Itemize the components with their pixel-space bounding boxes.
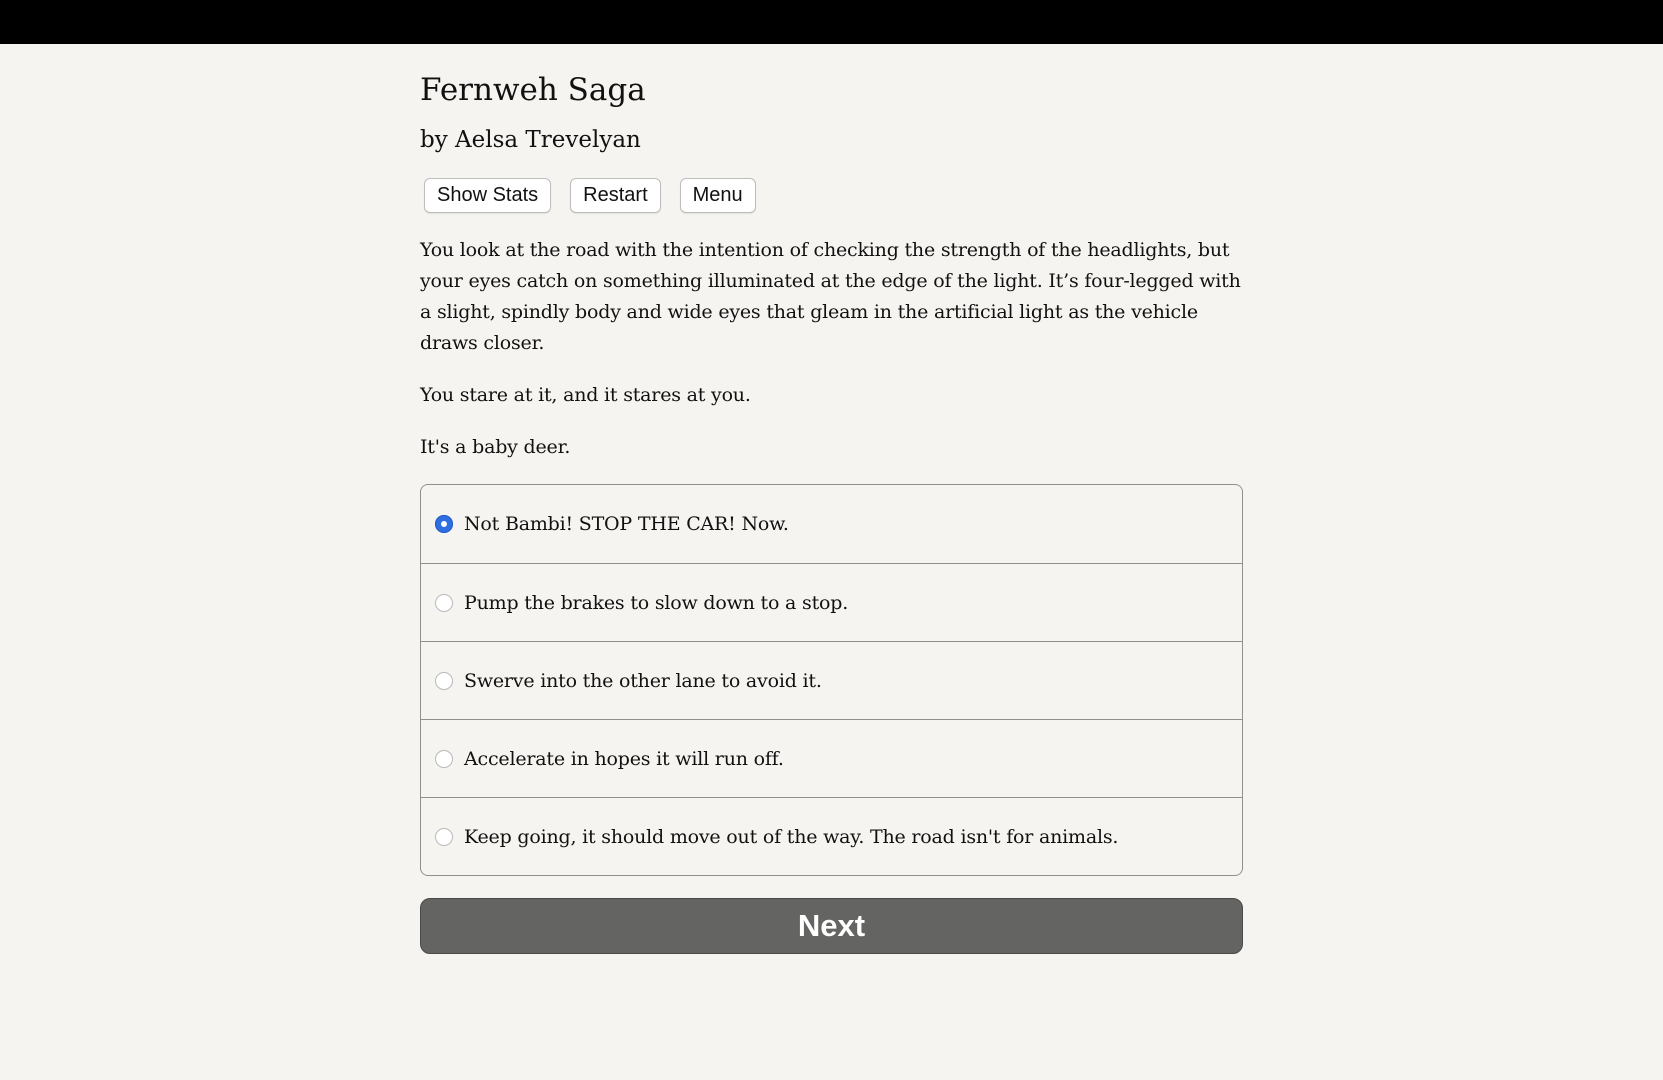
game-author: by Aelsa Trevelyan — [420, 127, 641, 153]
choice-option[interactable] — [421, 641, 1242, 719]
choice-option[interactable] — [421, 563, 1242, 641]
choice-option[interactable] — [421, 797, 1242, 875]
story-paragraph: You look at the road with the intention of checking the strength of the headlights, but your eyes catch on something illuminated at the edge of the light. It’s four-legged with a slight, spindly body and wide eyes that gleam in the artificial light as the vehicle draws closer. — [420, 239, 1241, 354]
story-paragraph: You stare at it, and it stares at you. — [420, 384, 751, 406]
choice-label: Swerve into the other lane to avoid it. — [464, 669, 822, 692]
game-title: Fernweh Saga — [420, 72, 646, 108]
choice-label: Not Bambi! STOP THE CAR! Now. — [464, 513, 789, 535]
radio-button[interactable] — [435, 828, 453, 846]
story-paragraph: It's a baby deer. — [420, 436, 571, 458]
next-button[interactable]: Next — [420, 898, 1243, 954]
top-bar — [0, 0, 1663, 44]
menu-button[interactable]: Menu — [680, 178, 756, 213]
story-text — [420, 235, 1243, 463]
choice-label: Accelerate in hopes it will run off. — [464, 747, 784, 770]
toolbar — [420, 178, 1243, 213]
choice-option[interactable] — [421, 719, 1242, 797]
choice-label: Pump the brakes to slow down to a stop. — [464, 591, 849, 614]
choice-label: Keep going, it should move out of the way. The road isn't for animals. — [464, 825, 1119, 848]
choice-list — [420, 484, 1243, 876]
restart-button[interactable]: Restart — [570, 178, 660, 213]
game-container — [420, 44, 1243, 954]
radio-button[interactable] — [435, 672, 453, 690]
radio-button[interactable] — [435, 750, 453, 768]
radio-button[interactable] — [435, 594, 453, 612]
radio-button-selected[interactable] — [435, 515, 453, 533]
show-stats-button[interactable]: Show Stats — [424, 178, 551, 213]
choice-option[interactable] — [421, 485, 1242, 563]
